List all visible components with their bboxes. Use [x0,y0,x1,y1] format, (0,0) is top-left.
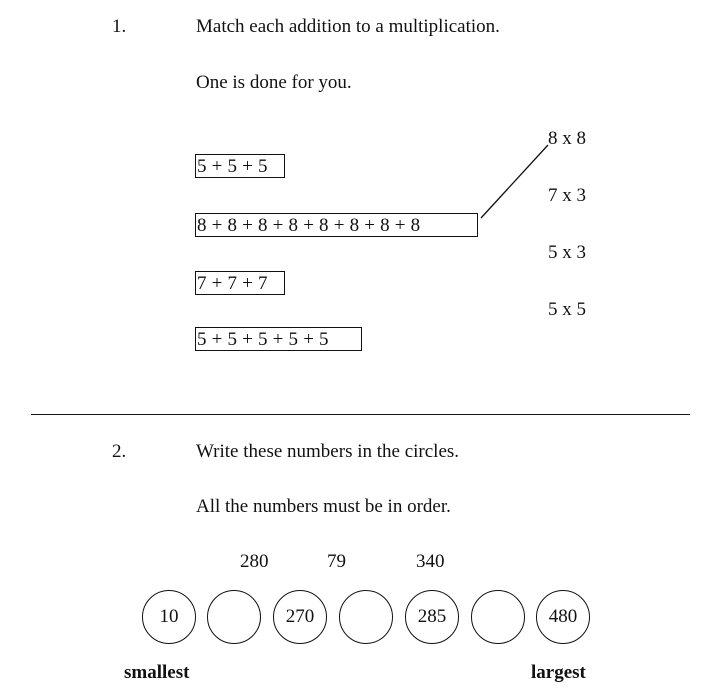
order-circle-6[interactable] [471,590,525,644]
question-1-number: 1. [112,16,127,37]
multiplication-4[interactable]: 5 x 5 [548,299,586,320]
order-circle-5: 285 [405,590,459,644]
largest-label: largest [531,662,586,683]
order-circle-7: 480 [536,590,590,644]
order-circle-1: 10 [142,590,196,644]
question-2-instruction: Write these numbers in the circles. [196,441,460,462]
order-circle-2[interactable] [207,590,261,644]
question-1-note: One is done for you. [196,72,352,93]
question-2-number: 2. [112,441,127,462]
addition-box-3[interactable]: 7 + 7 + 7 [195,271,285,295]
number-to-place-1: 280 [240,551,269,572]
number-to-place-3: 340 [416,551,445,572]
number-to-place-2: 79 [327,551,346,572]
addition-box-4[interactable]: 5 + 5 + 5 + 5 + 5 [195,327,362,351]
multiplication-3[interactable]: 5 x 3 [548,242,586,263]
question-1-instruction: Match each addition to a multiplication. [196,16,500,37]
question-2-note: All the numbers must be in order. [196,496,451,517]
smallest-label: smallest [124,662,190,683]
addition-box-1[interactable]: 5 + 5 + 5 [195,154,285,178]
section-divider [31,414,690,415]
addition-box-2[interactable]: 8 + 8 + 8 + 8 + 8 + 8 + 8 + 8 [195,213,478,237]
order-circle-4[interactable] [339,590,393,644]
multiplication-1[interactable]: 8 x 8 [548,128,586,149]
multiplication-2[interactable]: 7 x 3 [548,185,586,206]
order-circle-3: 270 [273,590,327,644]
